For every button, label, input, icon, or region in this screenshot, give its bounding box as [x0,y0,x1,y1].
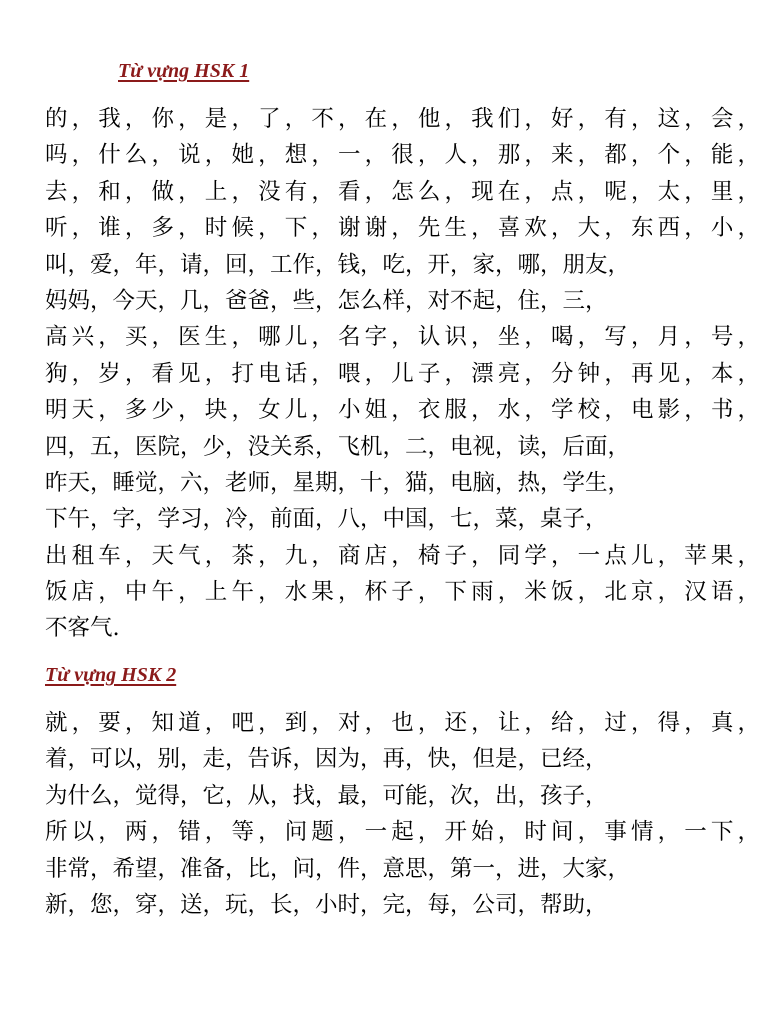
vocab-line: 听，谁，多，时候，下，谢谢，先生，喜欢，大，东西，小， [45,215,760,242]
vocab-line: 着，可以，别，走，告诉，因为，再，快，但是，已经， [45,746,608,773]
section-title-hsk1: Từ vựng HSK 1 [118,60,250,82]
vocab-line: 狗，岁，看见，打电话，喂，儿子，漂亮，分钟，再见，本， [45,360,760,387]
vocab-line: 叫，爱，年，请，回，工作，钱，吃，开，家，哪，朋友， [45,251,631,278]
vocab-line: 四，五，医院，少，没关系，飞机，二，电视，读，后面， [45,433,631,460]
vocab-line: 出租车，天气，茶，九，商店，椅子，同学，一点儿，苹果， [45,542,760,569]
vocab-line: 非常，希望，准备，比，问，件，意思，第一，进，大家， [45,855,631,882]
vocab-block-hsk2 [45,705,760,923]
vocab-line: 妈妈，今天，几，爸爸，些，怎么样，对不起，住，三， [45,287,608,314]
vocab-line: 的，我，你，是，了，不，在，他，我们，好，有，这，会， [45,106,760,132]
vocab-line: 新，您，穿，送，玩，长，小时，完，每，公司，帮助， [45,891,608,918]
vocab-line: 明天，多少，块，女儿，小姐，衣服，水，学校，电影，书， [45,397,760,424]
vocab-block-hsk1 [45,101,760,647]
vocab-line: 下午，字，学习，冷，前面，八，中国，七，菜，桌子， [45,506,608,533]
vocab-line: 所以，两，错，等，问题，一起，开始，时间，事情，一下， [45,819,760,846]
vocab-line: 饭店，中午，上午，水果，杯子，下雨，米饭，北京，汉语， [45,579,760,606]
section-title-hsk2: Từ vựng HSK 2 [45,664,177,686]
vocab-line: 不客气. [45,615,120,642]
vocab-line: 高兴，买，医生，哪儿，名字，认识，坐，喝，写，月，号， [45,324,760,351]
vocab-line: 去，和，做，上，没有，看，怎么，现在，点，呢，太，里， [45,178,760,205]
vocab-line: 为什么，觉得，它，从，找，最，可能，次，出，孩子， [45,782,608,809]
vocab-line: 昨天，睡觉，六，老师，星期，十，猫，电脑，热，学生， [45,469,631,496]
vocab-line: 吗，什么，说，她，想，一，很，人，那，来，都，个，能， [45,142,760,169]
vocab-line: 就，要，知道，吧，到，对，也，还，让，给，过，得，真， [45,710,760,736]
